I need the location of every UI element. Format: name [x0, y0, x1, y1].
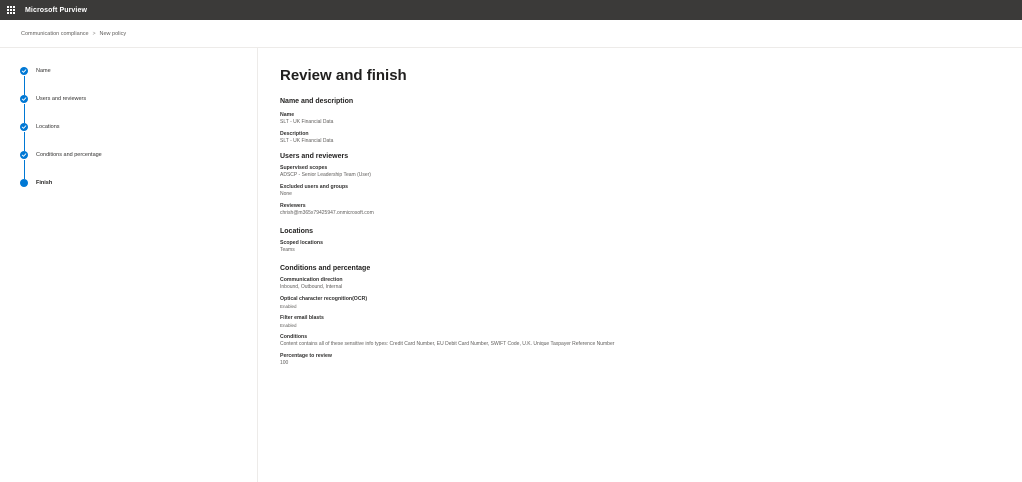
- breadcrumb-current: New policy: [99, 31, 127, 37]
- step-name[interactable]: [20, 64, 250, 92]
- field-value: SLT - UK Financial Data: [280, 119, 334, 125]
- field-value: Content contains all of these sensitive info types: Credit Card Number, EU Debit Card Number, SWIFT Code, U.K. Unique Taxpayer Reference Number: [280, 341, 615, 347]
- section-title: Name and description: [280, 98, 354, 105]
- field-value: Enabled: [280, 304, 297, 309]
- checkmark-icon: [20, 123, 28, 131]
- field-value: SLT - UK Financial Data: [280, 138, 334, 144]
- page-title: Review and finish: [280, 67, 407, 84]
- step-connector: [24, 104, 25, 123]
- checkmark-icon: [20, 95, 28, 103]
- section-title: Users and reviewers: [280, 153, 349, 160]
- step-connector: [24, 160, 25, 179]
- section-title: Locations: [280, 228, 314, 235]
- step-connector: [24, 132, 25, 151]
- review-panel: [280, 66, 980, 367]
- chevron-right-icon: >: [92, 31, 96, 37]
- section-locations: [280, 227, 980, 254]
- field-label: Optical character recognition(OCR): [280, 296, 368, 302]
- field-label: Scoped locations: [280, 240, 323, 246]
- top-bar: [0, 0, 1022, 20]
- step-finish[interactable]: [20, 176, 250, 204]
- field-label: Conditions: [280, 334, 308, 340]
- field-value: Inbound, Outbound, Internal: [280, 284, 343, 290]
- field-value: None: [280, 191, 292, 197]
- breadcrumb: [21, 29, 126, 39]
- field-label: Communication direction: [280, 277, 343, 283]
- field-value: chrish@m365x79425947.onmicrosoft.com: [280, 210, 374, 216]
- panel-divider: [257, 48, 258, 482]
- section-conditions-and-percentage: [280, 264, 980, 367]
- field-label: Supervised scopes: [280, 165, 328, 171]
- step-connector: [24, 76, 25, 95]
- field-value: ADSCP - Senior Leadership Team (User): [280, 172, 371, 178]
- step-users-and-reviewers[interactable]: [20, 92, 250, 120]
- field-label: Description: [280, 131, 309, 137]
- field-label: Percentage to review: [280, 353, 332, 359]
- breadcrumb-parent[interactable]: Communication compliance: [21, 31, 89, 37]
- field-value: 100: [280, 360, 289, 366]
- app-launcher-icon[interactable]: [2, 0, 20, 20]
- step-label: Finish: [36, 180, 53, 186]
- field-label: Reviewers: [280, 203, 306, 209]
- wizard-steps: [20, 64, 250, 204]
- header-divider: [0, 47, 1022, 48]
- checkmark-icon: [20, 67, 28, 75]
- field-label: Filter email blasts: [280, 315, 324, 321]
- field-value: Enabled: [280, 323, 297, 328]
- field-label: Excluded users and groups: [280, 184, 349, 190]
- step-label: Locations: [36, 124, 60, 130]
- step-label: Conditions and percentage: [36, 152, 102, 158]
- app-title[interactable]: Microsoft Purview: [25, 6, 87, 14]
- field-value: Teams: [280, 247, 295, 253]
- section-title: Conditions and percentage: [280, 265, 371, 272]
- step-conditions-and-percentage[interactable]: [20, 148, 250, 176]
- step-label: Users and reviewers: [36, 96, 87, 102]
- step-label: Name: [36, 68, 51, 74]
- section-users-and-reviewers: [280, 152, 980, 217]
- step-locations[interactable]: [20, 120, 250, 148]
- current-step-dot-icon: [20, 179, 28, 187]
- section-name-and-description: [280, 97, 980, 145]
- field-label: Name: [280, 112, 295, 118]
- checkmark-icon: [20, 151, 28, 159]
